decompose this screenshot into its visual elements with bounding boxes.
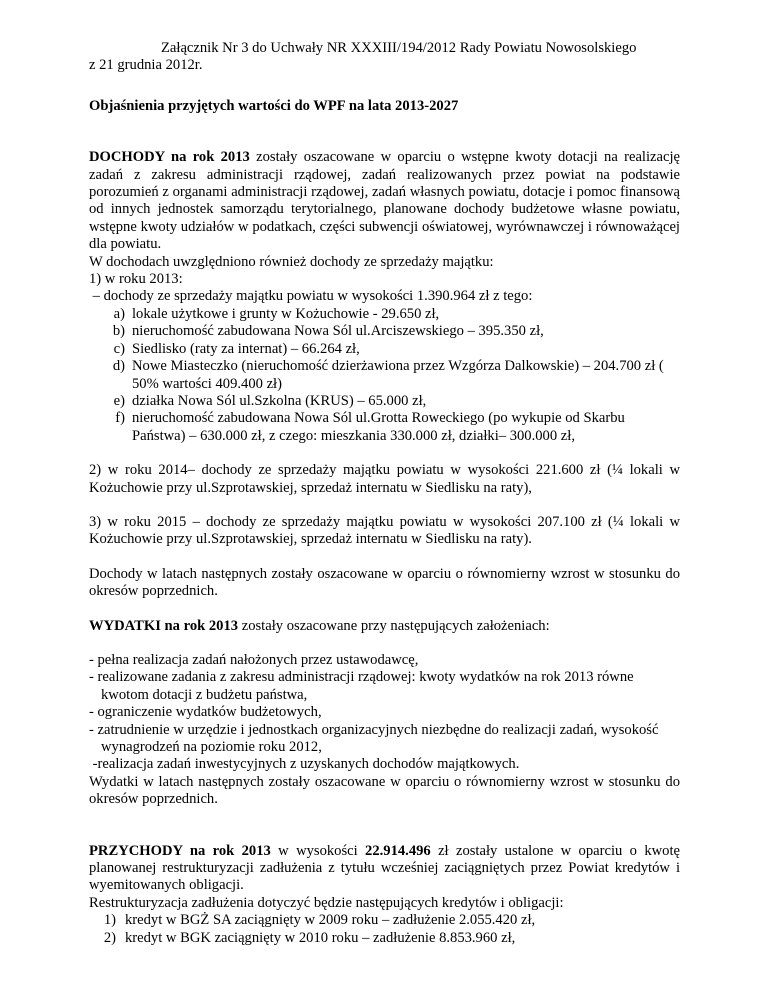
wydatki-lead: WYDATKI na rok 2013	[89, 617, 239, 634]
list-item: 1) kredyt w BGŻ SA zaciągnięty w 2009 roku – zadłużenie 2.055.420 zł,	[103, 912, 536, 929]
wydatki-paragraph	[89, 618, 680, 635]
dochody-body: zostały oszacowane w oparciu o wstępne kwoty dotacji na realizację zadań z zakresu administracji rządowej, zadań realizowanych przez powiat na podstawie porozumień z organami administracji rządowej, zadań własnych powiatu, dotacje i pomoc finansową od innych jednostek samorządu terytorialnego, planowane dochody budżetowe własne powiatu, wstępne kwoty udziałów w podatkach, części subwencji oświatowej, wyrównawczej i równoważącej dla powiatu.	[89, 149, 680, 253]
list-item: c) Siedlisko (raty za internat) – 66.264 zł,	[113, 340, 360, 357]
list-item: f) nieruchomość zabudowana Nowa Sól ul.Grotta Roweckiego (po wykupie od Skarbu Państwa) – 630.000 zł, z czego: mieszkania 330.000 zł, działki– 300.000 zł,	[115, 410, 625, 444]
list-item: b) nieruchomość zabudowana Nowa Sól ul.Arciszewskiego – 395.350 zł,	[112, 323, 544, 340]
list-item: d) Nowe Miasteczko (nieruchomość dzierżawiona przez Wzgórza Dalkowskie) – 204.700 zł ( 50% wartości 409.400 zł)	[112, 358, 664, 392]
przychody-body: zł zostały ustalone w oparciu o kwotę planowanej restrukturyzacji zadłużenia z tytułu wcześniej zaciągniętych przez Powiat kredytów i wyemitowanych obligacji.	[89, 842, 680, 894]
list-item: - realizowane zadania z zakresu administracji rządowej: kwoty wydatków na rok 2013 równe kwotom dotacji z budżetu państwa,	[89, 669, 634, 703]
dochody-year-2013-sub: – dochody ze sprzedaży majątku powiatu w wysokości 1.390.964 zł z tego:	[89, 288, 533, 305]
list-item: - zatrudnienie w urzędzie i jednostkach organizacyjnych niezbędne do realizacji zadań, wysokość wynagrodzeń na poziomie roku 2012,	[89, 721, 659, 755]
dochody-next-years: Dochody w latach następnych zostały oszacowane w oparciu o równomierny wzrost w stosunku do okresów poprzednich.	[89, 565, 680, 600]
przychody-mid: w wysokości	[270, 842, 366, 859]
wydatki-body: zostały oszacowane przy następujących założeniach:	[238, 617, 550, 634]
list-item: e) działka Nowa Sól ul.Szkolna (KRUS) – 65.000 zł,	[113, 392, 427, 409]
przychody-lead: PRZYCHODY na rok 2013	[89, 842, 271, 859]
list-item: -realizacja zadań inwestycyjnych z uzyskanych dochodów majątkowych.	[89, 756, 520, 773]
document-title: Objaśnienia przyjętych wartości do WPF na lata 2013-2027	[89, 97, 459, 114]
list-item: 2) kredyt w BGK zaciągnięty w 2010 roku – zadłużenie 8.853.960 zł,	[103, 929, 516, 946]
list-item: a) lokale użytkowe i grunty w Kożuchowie - 29.650 zł,	[113, 305, 440, 322]
przychody-paragraph	[89, 843, 680, 895]
dochody-line-w: W dochodach uwzględniono również dochody ze sprzedaży majątku:	[89, 253, 494, 270]
przychody-amount: 22.914.496	[365, 842, 431, 859]
dochody-lead: DOCHODY na rok 2013	[89, 149, 250, 166]
przychody-list	[89, 912, 680, 947]
wydatki-next-years: Wydatki w latach następnych zostały oszacowane w oparciu o równomierny wzrost w stosunku do okresów poprzednich.	[89, 773, 680, 808]
header-line-1: Załącznik Nr 3 do Uchwały NR XXXIII/194/2012 Rady Powiatu Nowosolskiego	[161, 40, 637, 56]
dochody-list	[89, 306, 680, 445]
dochody-year-2014: 2) w roku 2014– dochody ze sprzedaży majątku powiatu w wysokości 221.600 zł (¼ lokali w Kożuchowie przy ul.Szprotawskiej, sprzedaż internatu w Siedlisku na raty),	[89, 462, 680, 496]
dochody-paragraph	[89, 149, 680, 253]
document-page	[89, 40, 680, 947]
dochody-year-2015: 3) w roku 2015 – dochody ze sprzedaży majątku powiatu w wysokości 207.100 zł (¼ lokali w Kożuchowie przy ul.Szprotawskiej, sprzedaż internatu w Siedlisku na raty).	[89, 513, 680, 548]
header-line-2: z 21 grudnia 2012r.	[89, 57, 203, 74]
list-item: - pełna realizacja zadań nałożonych przez ustawodawcę,	[89, 651, 419, 668]
dochody-year-2013: 1) w roku 2013:	[89, 271, 183, 288]
przychody-line-r: Restrukturyzacja zadłużenia dotyczyć będzie następujących kredytów i obligacji:	[89, 894, 564, 911]
wydatki-list	[89, 652, 680, 774]
list-item: - ograniczenie wydatków budżetowych,	[89, 704, 322, 721]
